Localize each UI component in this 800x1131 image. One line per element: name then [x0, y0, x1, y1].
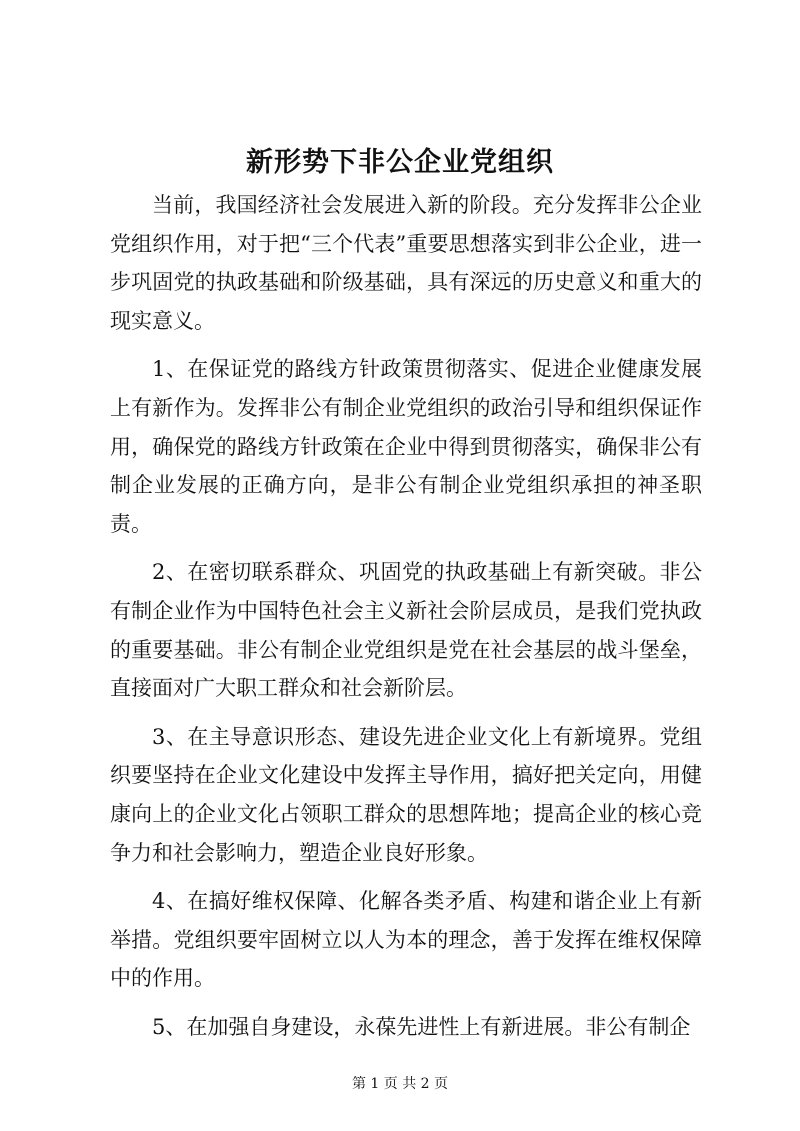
paragraph-1: 1、在保证党的路线方针政策贯彻落实、促进企业健康发展上有新作为。发挥非公有制企业党组织的政治引导和组织保证作用，确保党的路线方针政策在企业中得到贯彻落实，确保非公有制企业发展的正确方向，是非公有制企业党组织承担的神圣职责。 — [110, 357, 702, 536]
paragraph-2: 2、在密切联系群众、巩固党的执政基础上有新突破。非公有制企业作为中国特色社会主义新社会阶层成员，是我们党执政的重要基础。非公有制企业党组织是党在社会基层的战斗堡垒，直接面对广大职工群众和社会新阶层。 — [110, 560, 702, 701]
paragraph-intro: 当前，我国经济社会发展进入新的阶段。充分发挥非公企业党组织作用，对于把“三个代表”重要思想落实到非公企业，进一步巩固党的执政基础和阶级基础，具有深远的历史意义和重大的现实意义。 — [110, 193, 702, 333]
page-number-footer: 第 1 页 共 2 页 — [351, 1076, 449, 1092]
paragraph-5: 5、在加强自身建设，永葆先进性上有新进展。非公有制企 — [152, 1014, 691, 1039]
document-title: 新形势下非公企业党组织 — [246, 147, 554, 178]
document-body — [110, 186, 702, 1056]
paragraph-3: 3、在主导意识形态、建设先进企业文化上有新境界。党组织要坚持在企业文化建设中发挥主导作用，搞好把关定向，用健康向上的企业文化占领职工群众的思想阵地；提高企业的核心竞争力和社会影响力，塑造企业良好形象。 — [110, 724, 702, 865]
paragraph-4: 4、在搞好维权保障、化解各类矛盾、构建和谐企业上有新举措。党组织要牢固树立以人为本的理念，善于发挥在维权保障中的作用。 — [110, 889, 702, 991]
